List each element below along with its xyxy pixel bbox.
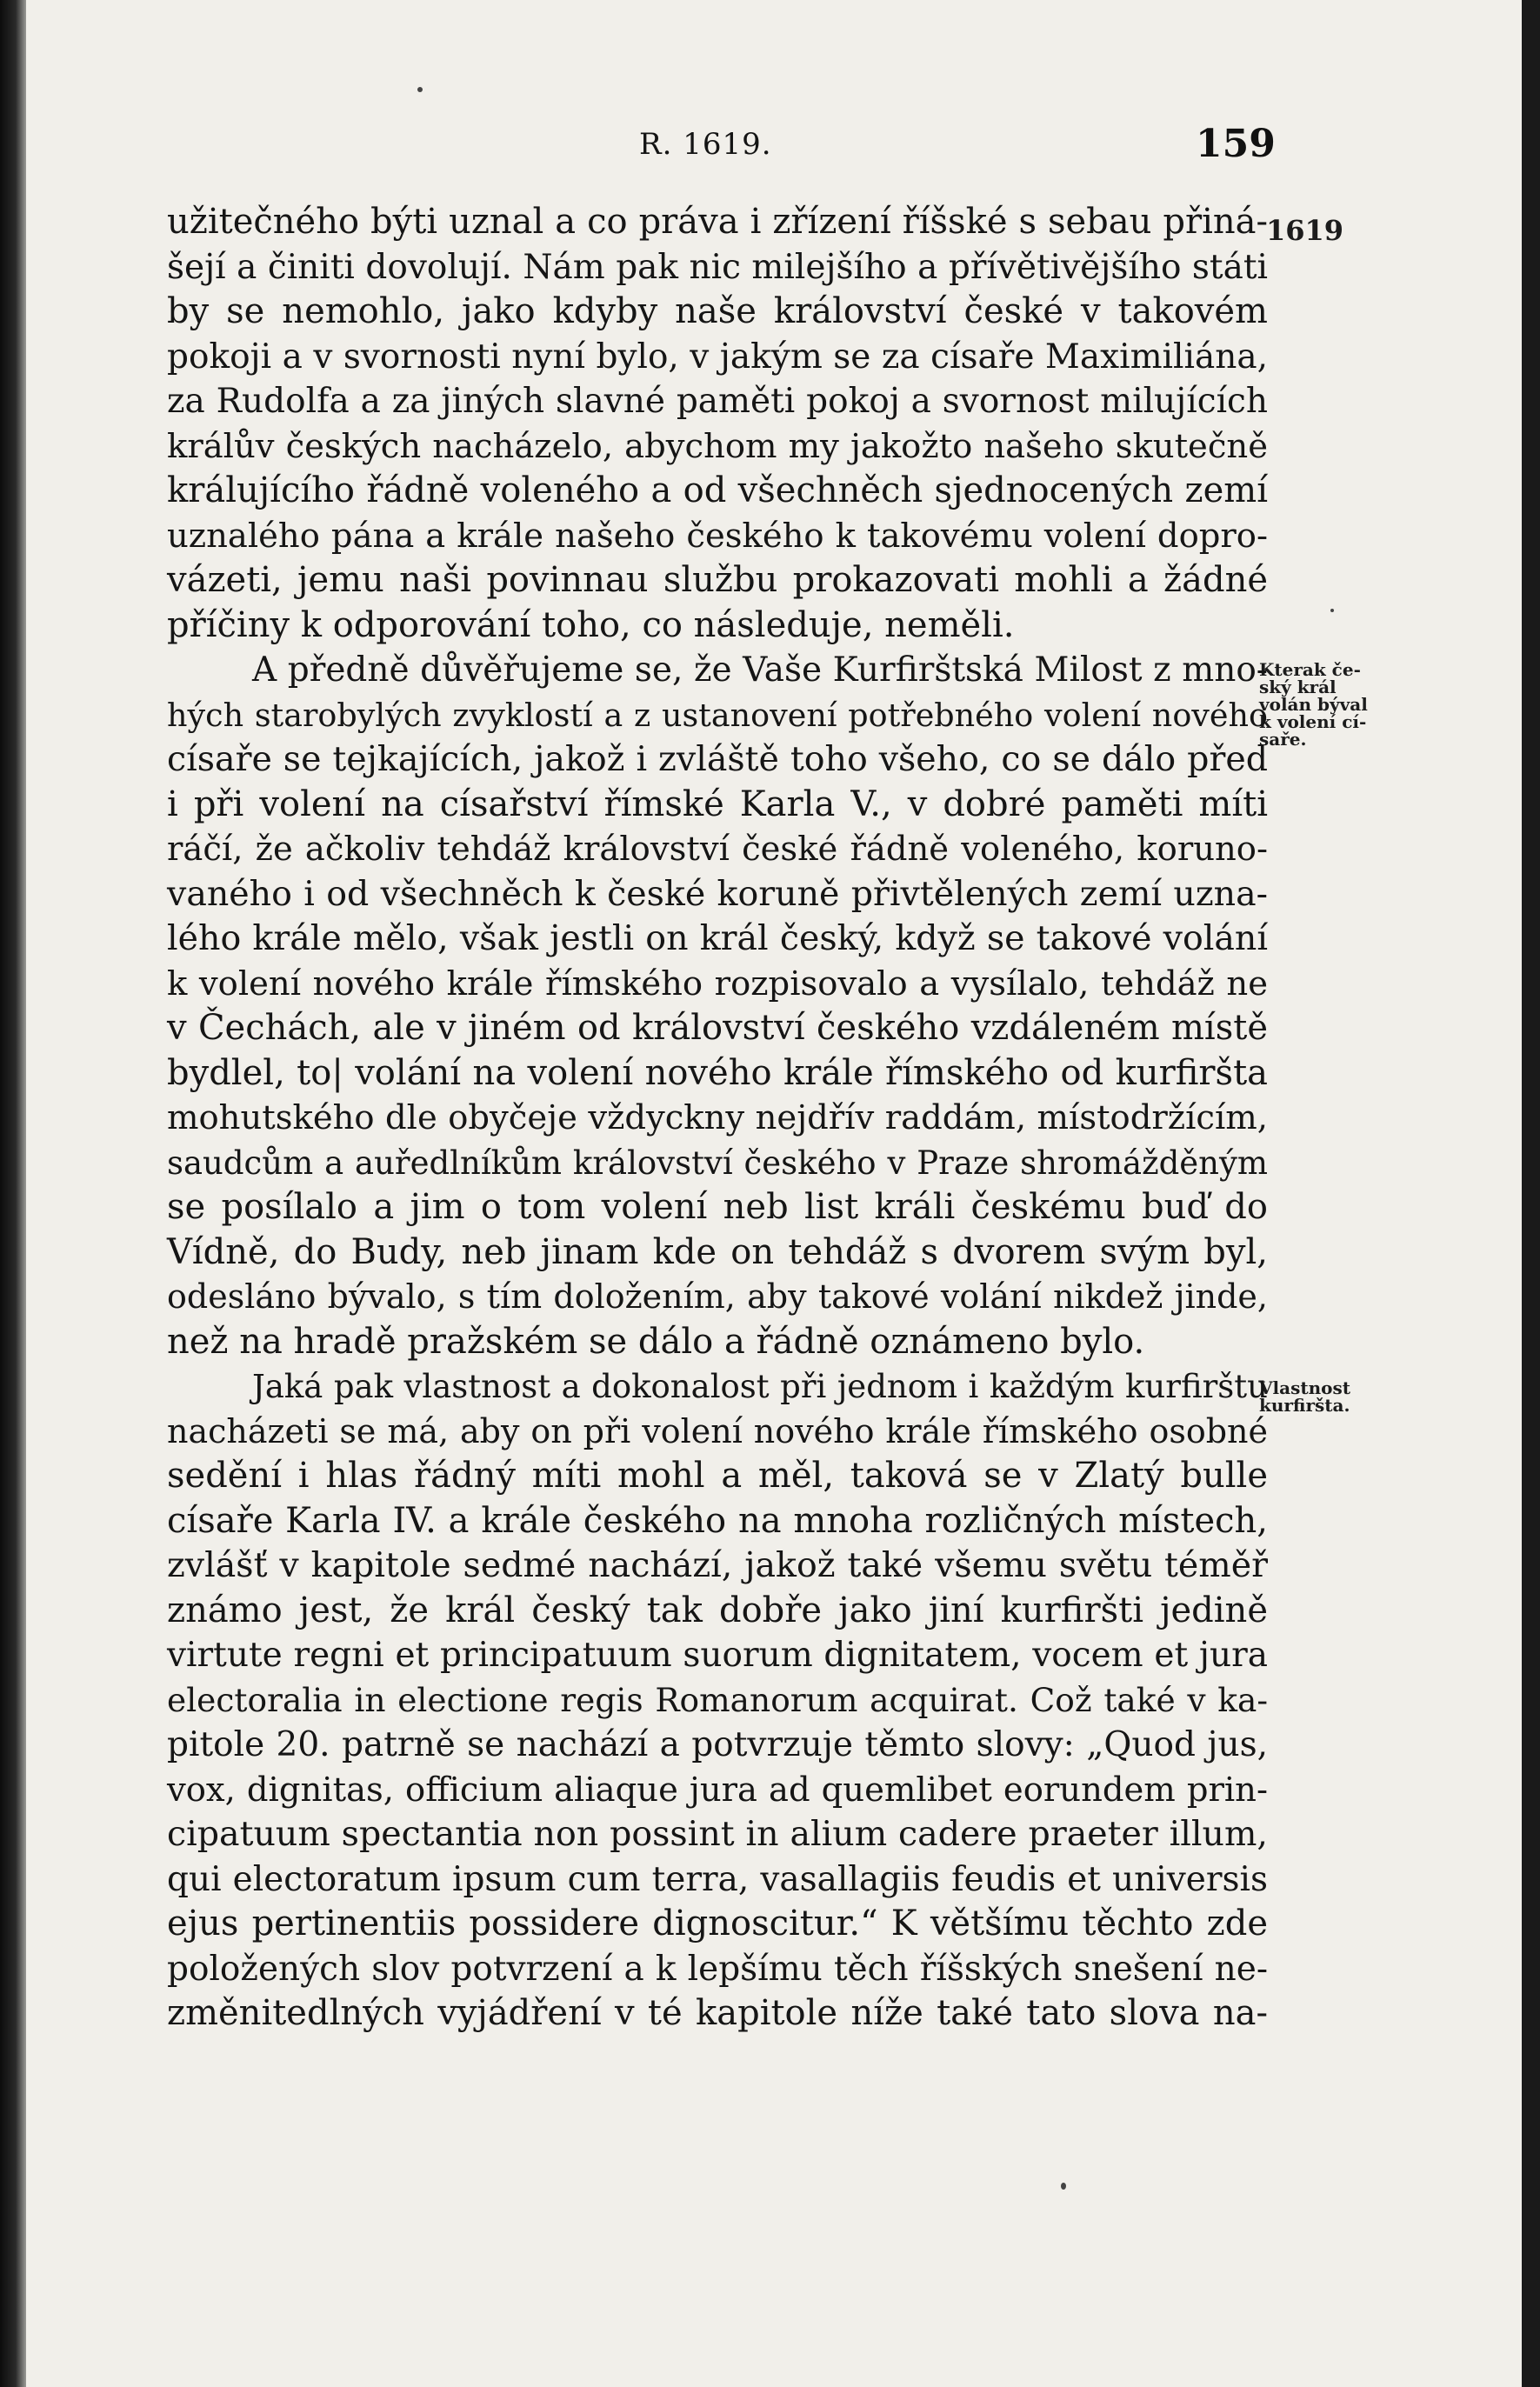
text-line: šejí a činiti dovolují. Nám pak nic milejšího a přívětivějšího státi: [167, 247, 1268, 287]
text-line: electoralia in electione regis Romanorum acquirat. Což také v ka-: [167, 1680, 1268, 1719]
text-line: v Čechách, ale v jiném od království českého vzdáleném místě: [167, 1008, 1268, 1048]
page-header: [26, 122, 1522, 174]
margin-note-elector: [1259, 1379, 1407, 1414]
text-line: bydlel, to| volání na volení nového krále římského od kurfiršta: [167, 1052, 1268, 1093]
book-spine-shadow: [0, 0, 26, 2387]
text-line: sedění i hlas řádný míti mohl a měl, taková se v Zlatý bulle: [167, 1456, 1268, 1496]
print-speck: [1061, 2183, 1066, 2190]
print-speck: [417, 87, 423, 92]
text-line: cipatuum spectantia non possint in alium cadere praeter illum,: [167, 1814, 1268, 1854]
margin-note-line: Kterak če-: [1259, 659, 1361, 680]
book-page: [26, 0, 1522, 2387]
text-line: změnitedlných vyjádření v té kapitole níže také tato slova na-: [167, 1993, 1268, 2033]
margin-note-line: ský král: [1259, 677, 1337, 697]
text-line: pitole 20. patrně se nachází a potvrzuje těmto slovy: „Quod jus,: [167, 1725, 1268, 1764]
text-line: vázeti, jemu naši povinnau službu prokazovati mohli a žádné: [167, 560, 1268, 600]
print-speck: [1330, 609, 1334, 612]
text-line: hých starobylých zvyklostí a z ustanovení potřebného volení nového: [167, 696, 1268, 734]
text-line: nacházeti se má, aby on při volení nového krále římského osobné: [167, 1411, 1268, 1450]
text-line: císaře Karla IV. a krále českého na mnoha rozličných místech,: [167, 1500, 1268, 1541]
text-line: qui electoratum ipsum cum terra, vasallagiis feudis et universis: [167, 1859, 1268, 1899]
margin-note-line: k volení cí-: [1259, 711, 1367, 732]
text-line: virtute regni et principatuum suorum dignitatem, vocem et jura: [167, 1636, 1268, 1675]
text-line: uznalého pána a krále našeho českého k takovému volení dopro-: [167, 516, 1268, 556]
text-line: císaře se tejkajících, jakož i zvláště toho všeho, co se dálo před: [167, 739, 1268, 779]
text-line: králujícího řádně voleného a od všechněch sjednocených zemí: [167, 470, 1268, 510]
margin-note-summoning: [1259, 661, 1407, 748]
text-line: ejus pertinentiis possidere dignoscitur.“ K většímu těchto zde: [167, 1904, 1268, 1944]
text-line: k volení nového krále římského rozpisovalo a vysílalo, tehdáž ne: [167, 963, 1268, 1003]
text-line: odesláno bývalo, s tím doložením, aby takové volání nikdež jinde,: [167, 1277, 1268, 1316]
text-line: za Rudolfa a za jiných slavné paměti pokoj a svornost milujících: [167, 382, 1268, 421]
text-line: příčiny k odporování toho, co následuje, neměli.: [167, 604, 1015, 645]
text-line: se posílalo a jim o tom volení neb list králi českému buď do: [167, 1187, 1268, 1227]
text-line: zvlášť v kapitole sedmé nachází, jakož také všemu světu téměř: [167, 1545, 1268, 1585]
text-line: saudcům a auředlníkům království českého v Praze shromážděným: [167, 1143, 1268, 1182]
text-line: pokoji a v svornosti nyní bylo, v jakým se za císaře Maximiliána,: [167, 337, 1268, 377]
running-head: R. 1619.: [639, 127, 772, 162]
text-line: mohutského dle obyčeje vždyckny nejdřív raddám, místodržícím,: [167, 1098, 1268, 1137]
text-line: by se nemohlo, jako kdyby naše království české v takovém: [167, 291, 1268, 331]
margin-note-line: Vlastnost: [1259, 1377, 1350, 1398]
body-text: [167, 200, 1268, 2037]
text-line: králův českých nacházelo, abychom my jakožto našeho skutečně: [167, 426, 1268, 466]
text-line: vox, dignitas, officium aliaque jura ad quemlibet eorundem prin-: [167, 1770, 1268, 1810]
margin-note-line: saře.: [1259, 729, 1307, 750]
margin-year: 1619: [1266, 214, 1344, 247]
margin-note-line: kurfiršta.: [1259, 1395, 1350, 1416]
text-line: Vídně, do Budy, neb jinam kde on tehdáž s dvorem svým byl,: [167, 1231, 1268, 1272]
paragraph-start-line: A předně důvěřujeme se, že Vaše Kurfirštská Milost z mno-: [252, 650, 1268, 690]
text-line: položených slov potvrzení a k lepšímu těch říšských snešení ne-: [167, 1949, 1268, 1989]
page-number: 159: [1196, 122, 1276, 166]
text-line: než na hradě pražském se dálo a řádně oznámeno bylo.: [167, 1321, 1145, 1362]
text-line: i při volení na císařství římské Karla V., v dobré paměti míti: [167, 783, 1268, 824]
text-line: ráčí, že ačkoliv tehdáž království české řádně voleného, koruno-: [167, 830, 1268, 869]
text-line: známo jest, že král český tak dobře jako jiní kurfiršti jedině: [167, 1590, 1268, 1630]
text-line: lého krále mělo, však jestli on král český, když se takové volání: [167, 918, 1268, 958]
margin-note-line: volán býval: [1259, 694, 1368, 715]
text-line: vaného i od všechněch k české koruně přivtělených zemí uzna-: [167, 873, 1268, 914]
text-line: užitečného býti uznal a co práva i zřízení říšské s sebau přiná-: [167, 202, 1268, 242]
paragraph-start-line: Jaká pak vlastnost a dokonalost při jednom i každým kurfirštu: [252, 1368, 1268, 1405]
